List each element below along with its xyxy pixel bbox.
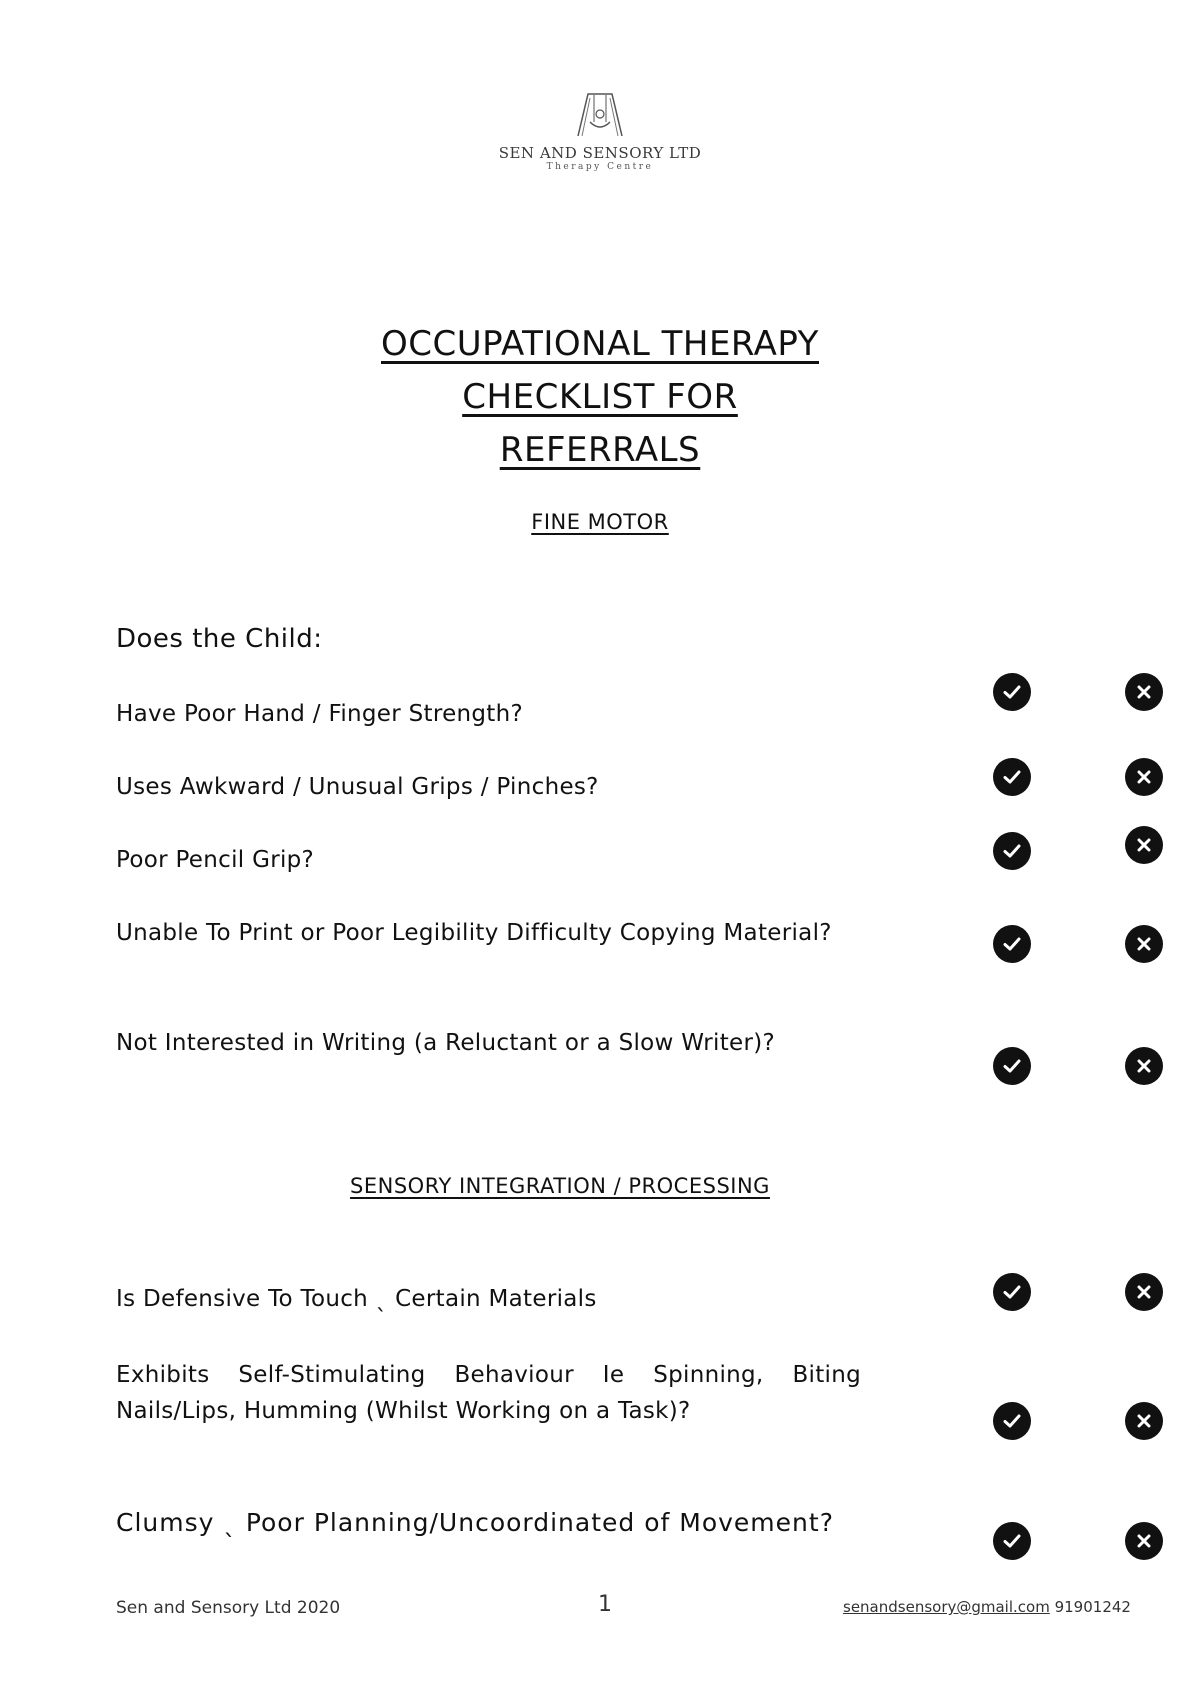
- checklist-item: Is Defensive To Touch ˎ Certain Materials: [116, 1286, 597, 1312]
- page-title: [0, 318, 1200, 477]
- check-circle-icon[interactable]: [993, 925, 1031, 963]
- company-subtitle: Therapy Centre: [546, 162, 654, 172]
- checklist-item: Uses Awkward / Unusual Grips / Pinches?: [116, 774, 599, 800]
- intro-question: Does the Child:: [116, 624, 323, 654]
- cross-circle-icon[interactable]: [1125, 1273, 1163, 1311]
- title-line: CHECKLIST FOR: [462, 377, 738, 417]
- check-circle-icon[interactable]: [993, 673, 1031, 711]
- cross-circle-icon[interactable]: [1125, 758, 1163, 796]
- checklist-item: Unable To Print or Poor Legibility Difficulty Copying Material?: [116, 920, 832, 946]
- check-circle-icon[interactable]: [993, 758, 1031, 796]
- company-logo: [0, 92, 1200, 172]
- footer-copyright: Sen and Sensory Ltd 2020: [116, 1598, 341, 1618]
- section-heading-fine-motor: FINE MOTOR: [531, 510, 669, 534]
- check-circle-icon[interactable]: [993, 1402, 1031, 1440]
- cross-circle-icon[interactable]: [1125, 1522, 1163, 1560]
- title-line: REFERRALS: [499, 430, 701, 470]
- check-circle-icon[interactable]: [993, 1047, 1031, 1085]
- cross-circle-icon[interactable]: [1125, 925, 1163, 963]
- page-number: 1: [598, 1592, 612, 1617]
- phone-number: 91901242: [1049, 1598, 1131, 1616]
- section-heading-sensory: SENSORY INTEGRATION / PROCESSING: [350, 1174, 770, 1198]
- check-circle-icon[interactable]: [993, 1522, 1031, 1560]
- cross-circle-icon[interactable]: [1125, 673, 1163, 711]
- cross-circle-icon[interactable]: [1125, 1402, 1163, 1440]
- company-name: SEN AND SENSORY LTD: [498, 144, 702, 162]
- checklist-item: Not Interested in Writing (a Reluctant or a Slow Writer)?: [116, 1030, 776, 1056]
- swing-icon: [572, 92, 628, 138]
- cross-circle-icon[interactable]: [1125, 1047, 1163, 1085]
- checklist-item: Exhibits Self-Stimulating Behaviour Ie Spinning, Biting Nails/Lips, Humming (Whilst Working on a Task)?: [116, 1362, 861, 1424]
- check-circle-icon[interactable]: [993, 832, 1031, 870]
- checklist-item: Have Poor Hand / Finger Strength?: [116, 701, 523, 727]
- title-line: OCCUPATIONAL THERAPY: [381, 324, 819, 364]
- cross-circle-icon[interactable]: [1125, 826, 1163, 864]
- checklist-item: Clumsy ˎ Poor Planning/Uncoordinated of Movement?: [116, 1508, 834, 1537]
- footer-contact: [843, 1598, 1131, 1616]
- checklist-item: Poor Pencil Grip?: [116, 847, 315, 873]
- email-link[interactable]: senandsensory@gmail.com: [843, 1598, 1050, 1616]
- check-circle-icon[interactable]: [993, 1273, 1031, 1311]
